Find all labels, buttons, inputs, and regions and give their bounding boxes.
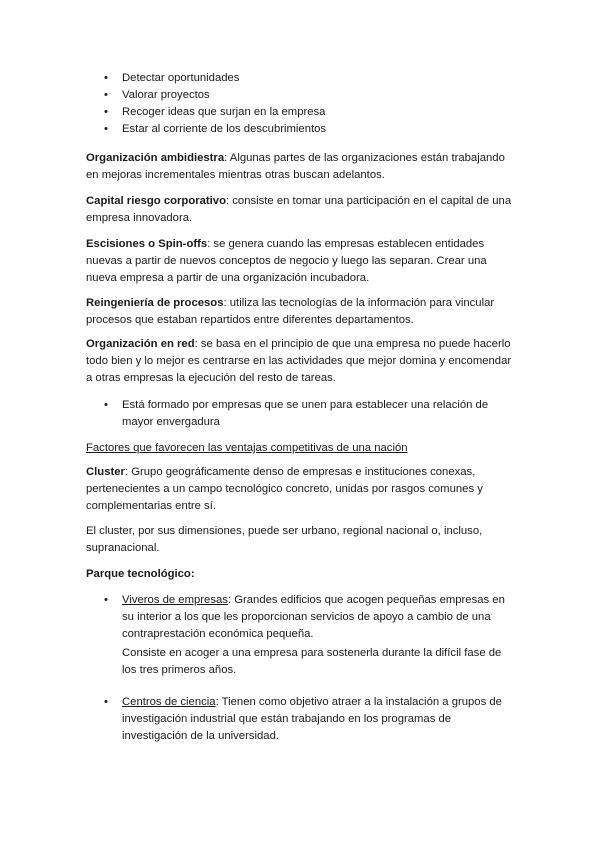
term: Organización ambidiestra — [86, 152, 225, 164]
list-item: • Recoger ideas que surjan en la empresa — [104, 106, 326, 118]
centros-paragraph: Centros de ciencia: Tienen como objetivo atraer a la instalación a grupos de investigación industrial que están trabajando en los programas de investigación de la universidad. — [122, 696, 502, 742]
parque-bullet-list — [86, 592, 518, 679]
list-item: • Detectar oportunidades — [104, 72, 240, 84]
term: Escisiones o Spin-offs — [86, 238, 208, 250]
cluster-extra-paragraph: El cluster, por sus dimensiones, puede ser urbano, regional nacional o, incluso, supranacional. — [86, 525, 483, 554]
term: Organización en red — [86, 338, 195, 350]
escisiones-paragraph: Escisiones o Spin-offs: se genera cuando las empresas establecen entidades nuevas a partir de nuevos conceptos de negocio y luego las separan. Crear una nueva empresa a partir de una organización incubadora. — [86, 238, 487, 284]
term: Centros de ciencia — [122, 696, 216, 708]
list-item: • Centros de ciencia: Tienen como objetivo atraer a la instalación a grupos de investigación industrial que están trabajando en los programas de investigación de la universidad. — [86, 694, 518, 745]
term: Viveros de empresas — [122, 594, 228, 606]
list-item: • Está formado por empresas que se unen para establecer una relación de mayor envergadura — [104, 399, 489, 428]
cluster-paragraph: Cluster: Grupo geográficamente denso de empresas e instituciones conexas, pertenecientes a un campo tecnológico concreto, unidas por rasgos comunes y complementarias entre sí. — [86, 466, 483, 512]
viveros-extra-paragraph: Consiste en acoger a una empresa para sostenerla durante la difícil fase de los tres primeros años. — [122, 647, 502, 676]
red-bullet-list — [86, 397, 518, 431]
capital-paragraph: Capital riesgo corporativo: consiste en tomar una participación en el capital de una empresa innovadora. — [86, 195, 512, 224]
centros-bullet-list — [86, 694, 518, 745]
list-item: • Valorar proyectos — [104, 89, 210, 101]
top-bullet-list — [86, 70, 518, 138]
list-item: • Estar al corriente de los descubrimientos — [104, 123, 327, 135]
term: Cluster — [86, 466, 125, 478]
red-paragraph: Organización en red: se basa en el principio de que una empresa no puede hacerlo todo bien y lo mejor es centrarse en las actividades que mejor domina y encomendar a otras empresas la ejecución del resto de tareas. — [86, 338, 512, 384]
factores-heading: Factores que favorecen las ventajas competitivas de una nación — [86, 442, 408, 454]
ambidiestra-paragraph: Organización ambidiestra: Algunas partes de las organizaciones están trabajando en mejoras incrementales mientras otras buscan adelantos. — [86, 152, 505, 181]
term: Capital riesgo corporativo — [86, 195, 226, 207]
list-item: • Viveros de empresas: Grandes edificios que acogen pequeñas empresas en su interior a los que les proporcionan servicios de apoyo a cambio de una contraprestación económica pequeña. Consiste en acoger a una empresa para sostenerla durante la difícil fase de los tres primeros años. — [86, 592, 518, 679]
viveros-paragraph: Viveros de empresas: Grandes edificios que acogen pequeñas empresas en su interior a los que les proporcionan servicios de apoyo a cambio de una contraprestación económica pequeña. — [122, 594, 505, 640]
parque-heading: Parque tecnológico: — [86, 568, 195, 580]
reingenieria-paragraph: Reingeniería de procesos: utiliza las tecnologías de la información para vincular procesos que estaban repartidos entre diferentes departamentos. — [86, 297, 495, 326]
term: Reingeniería de procesos — [86, 297, 224, 309]
